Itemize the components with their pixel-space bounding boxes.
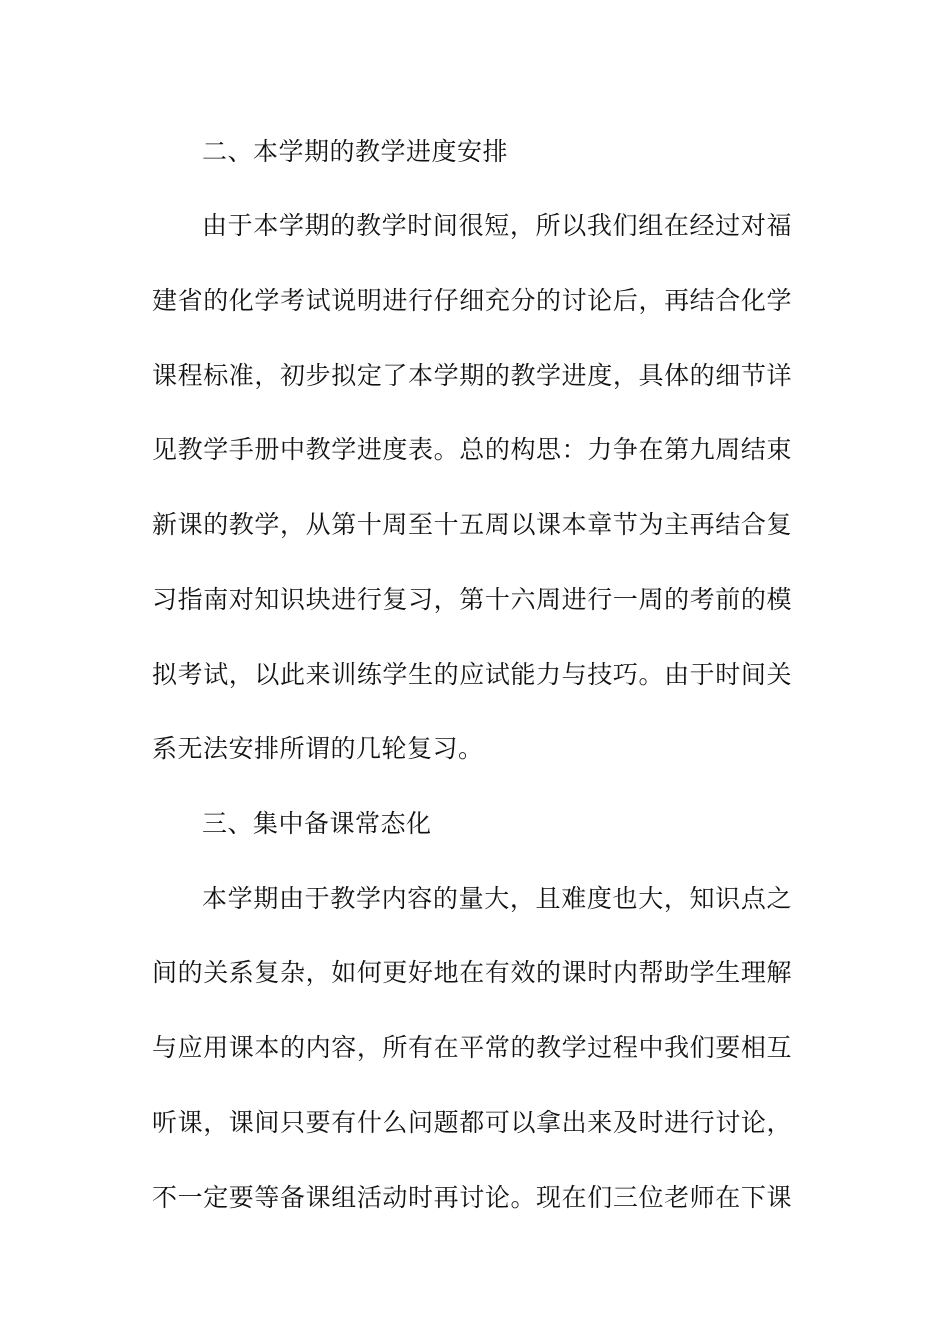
section-heading-collective-lesson-prep: 三、集中备课常态化 <box>202 809 432 838</box>
paragraph-line: 本学期由于教学内容的量大，且难度也大，知识点之 <box>202 884 792 913</box>
paragraph-line: 拟考试，以此来训练学生的应试能力与技巧。由于时间关 <box>152 660 792 689</box>
paragraph-line: 建省的化学考试说明进行仔细充分的讨论后，再结合化学 <box>152 286 792 315</box>
paragraph-line: 习指南对知识块进行复习，第十六周进行一周的考前的模 <box>152 585 792 614</box>
paragraph-line: 系无法安排所谓的几轮复习。 <box>152 734 484 763</box>
paragraph-line: 新课的教学，从第十周至十五周以课本章节为主再结合复 <box>152 510 792 539</box>
paragraph-line: 不一定要等备课组活动时再讨论。现在们三位老师在下课 <box>152 1183 792 1212</box>
paragraph-line: 由于本学期的教学时间很短，所以我们组在经过对福 <box>202 211 792 240</box>
paragraph-line: 间的关系复杂，如何更好地在有效的课时内帮助学生理解 <box>152 958 792 987</box>
paragraph-line: 见教学手册中教学进度表。总的构思：力争在第九周结束 <box>152 435 792 464</box>
section-heading-teaching-schedule: 二、本学期的教学进度安排 <box>202 137 509 166</box>
paragraph-line: 与应用课本的内容，所有在平常的教学过程中我们要相互 <box>152 1033 792 1062</box>
paragraph-line: 听课，课间只要有什么问题都可以拿出来及时进行讨论， <box>152 1108 792 1137</box>
paragraph-line: 课程标准，初步拟定了本学期的教学进度，具体的细节详 <box>152 361 792 390</box>
